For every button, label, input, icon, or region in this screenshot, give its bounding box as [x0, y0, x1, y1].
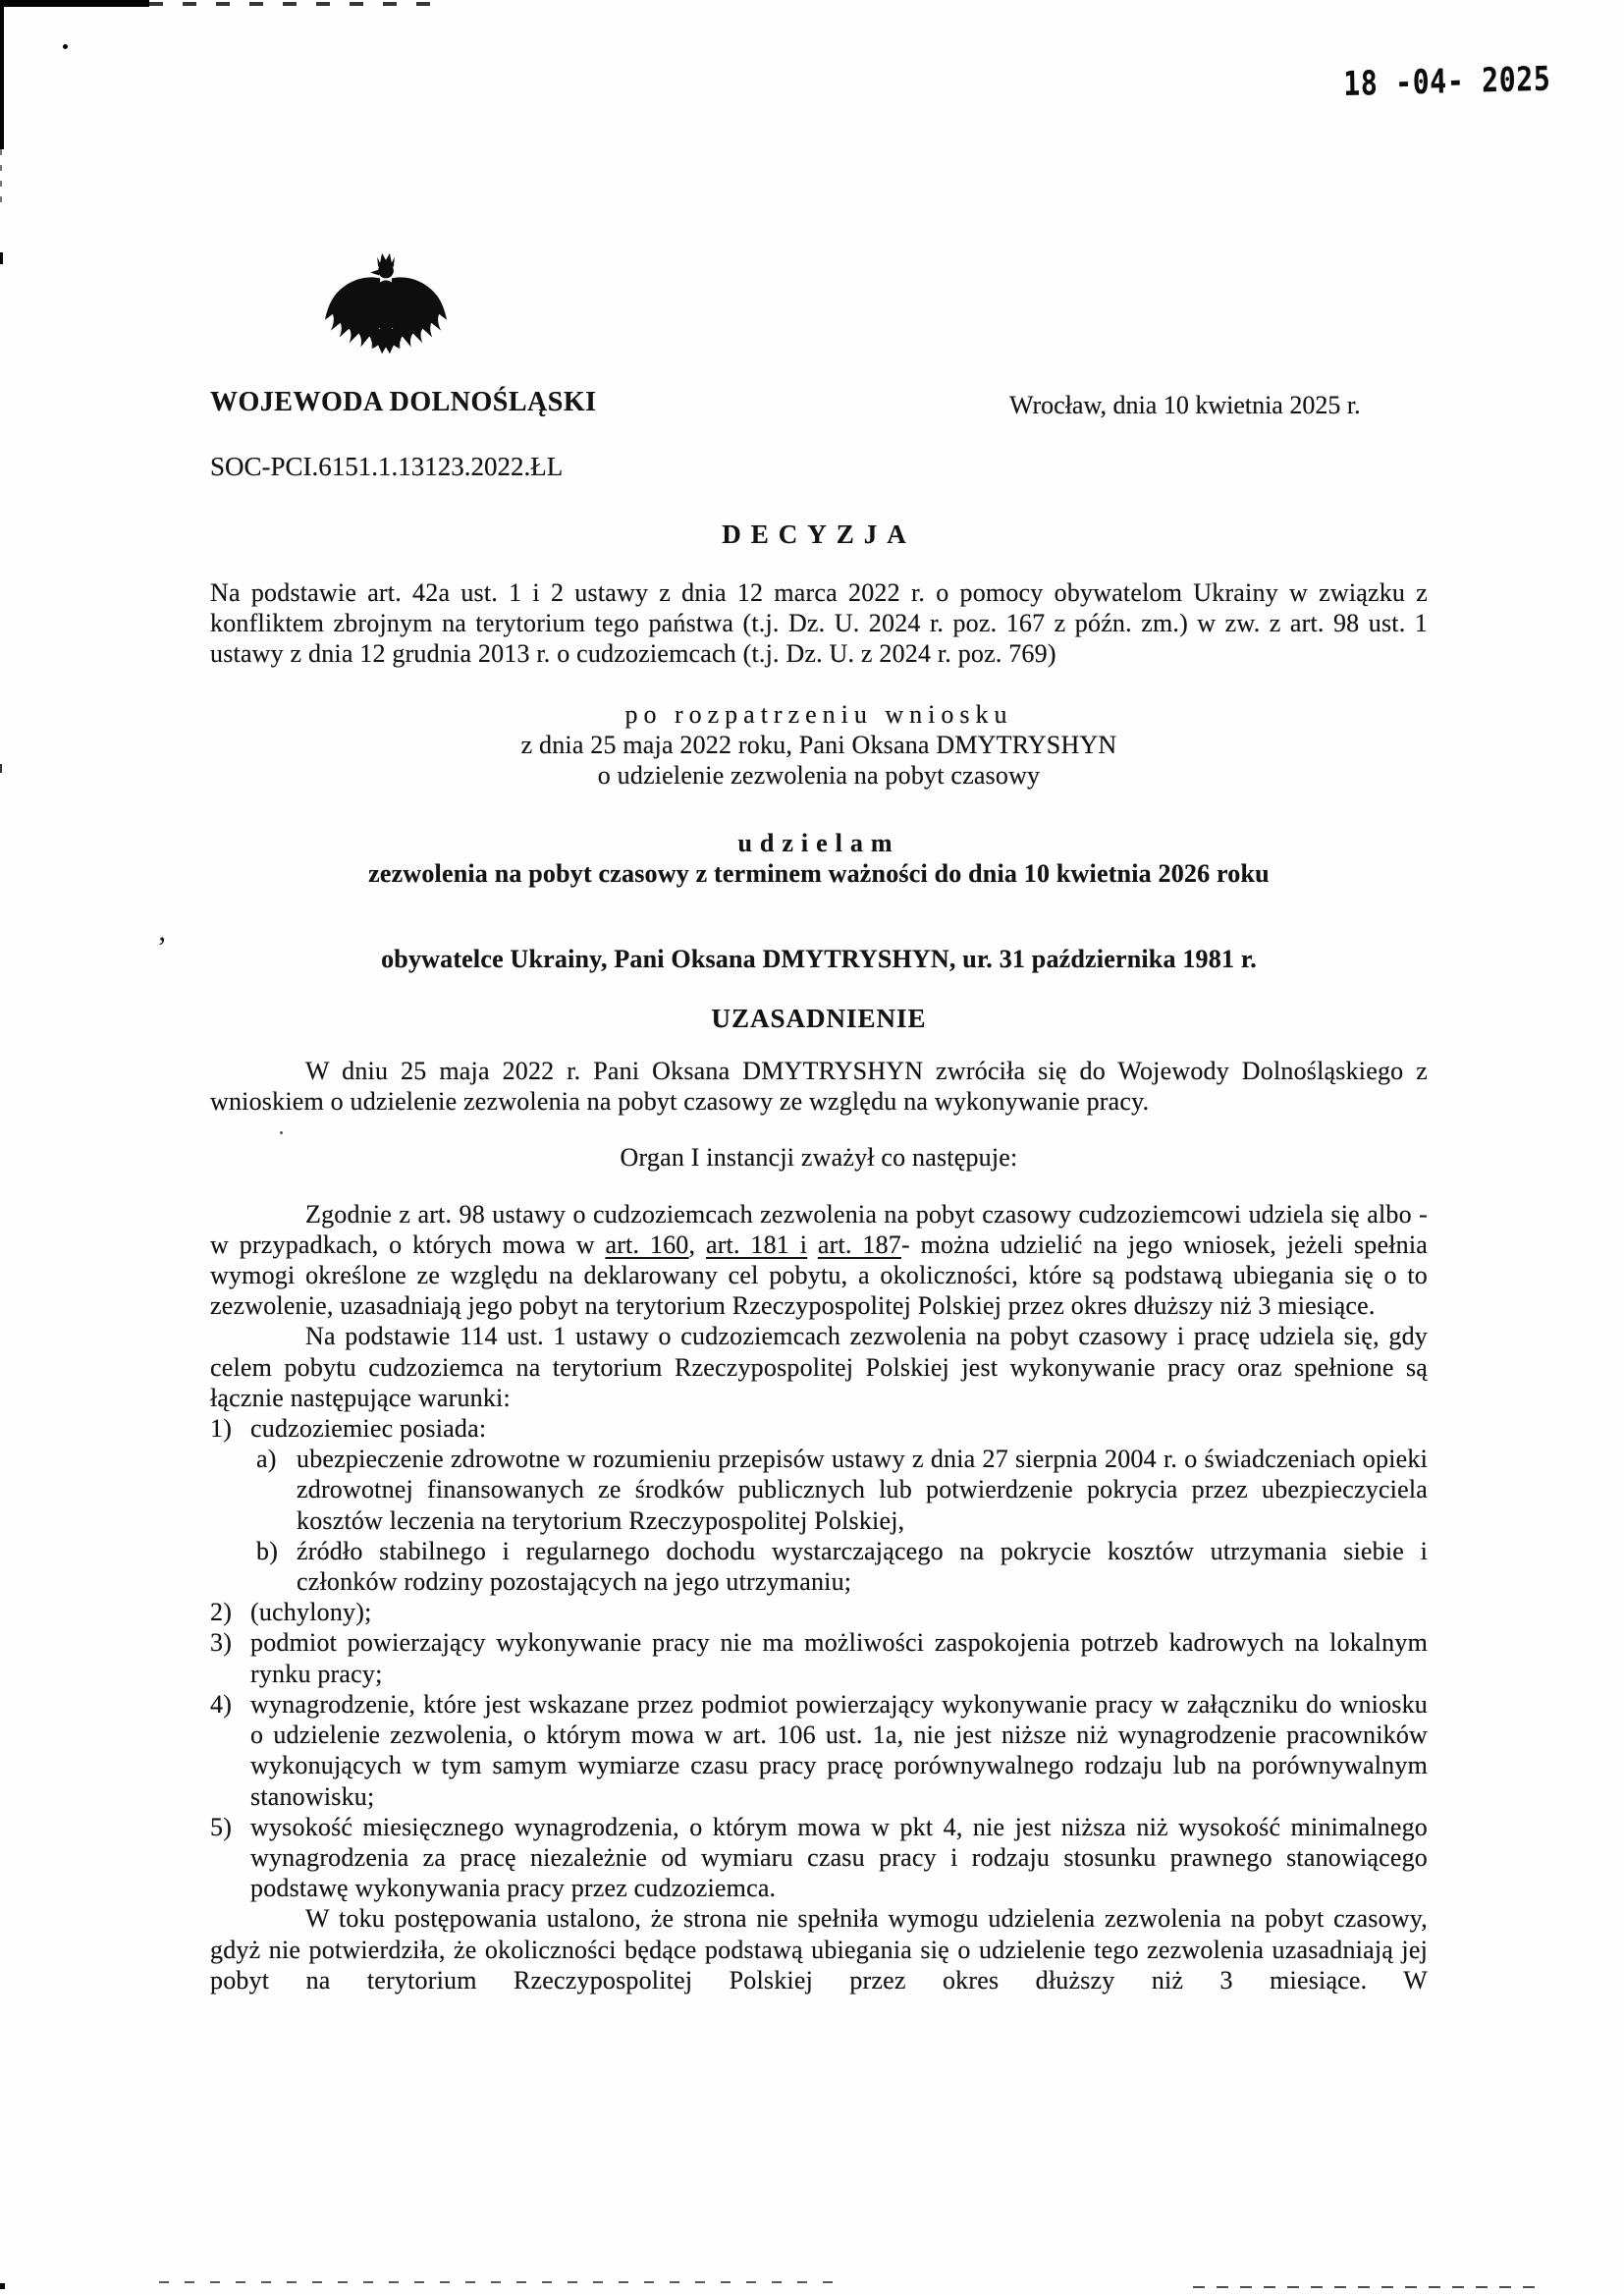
- condition-item-1: [210, 1413, 1428, 1444]
- ruling-block: [210, 828, 1428, 889]
- scan-artifact-top-bar: [0, 0, 149, 7]
- ruling-beneficiary: obywatelce Ukrainy, Pani Oksana DMYTRYSHYN, ur. 31 października 1981 r.: [381, 944, 1257, 973]
- received-date-stamp: 18 -04- 2025: [1343, 59, 1551, 104]
- consideration-line-3: o udzielenie zezwolenia na pobyt czasowy: [597, 761, 1041, 791]
- art98-pre: Zgodnie z art. 98 ustawy o cudzoziemcach zezwolenia na pobyt czasowy cudzoziemcowi udziela się albo - w przypadkach, o których mowa w: [210, 1199, 1428, 1259]
- decision-title: DECYZJA: [722, 519, 916, 549]
- condition-item-1a: [210, 1444, 1428, 1536]
- art98-paragraph: [210, 1199, 1428, 1322]
- art114-intro: Na podstawie 114 ust. 1 ustawy o cudzoziemcach zezwolenia na pobyt czasowy i pracę udziela się, gdy celem pobytu cudzoziemca na terytorium Rzeczypospolitej Polskiej jest wykonywanie pracy oraz spełnione są łącznie następujące warunki:: [210, 1322, 1428, 1412]
- art-181-reference: art. 181 i: [705, 1229, 808, 1259]
- condition-text: podmiot powierzający wykonywanie pracy nie ma możliwości zaspokojenia potrzeb kadrowych na lokalnym rynku pracy;: [250, 1628, 1428, 1688]
- scan-artifact-left-mark: [0, 252, 3, 264]
- condition-text: (uchylony);: [250, 1598, 372, 1627]
- condition-marker: a): [256, 1445, 277, 1474]
- justification-intro: W dniu 25 maja 2022 r. Pani Oksana DMYTRYSHYN zwróciła się do Wojewody Dolnośląskiego z wnioskiem o udzielenie zezwolenia na pobyt czasowy ze względu na wykonywanie pracy.: [210, 1057, 1428, 1117]
- organ-line: Organ I instancji zważył co następuje:: [620, 1143, 1018, 1173]
- condition-marker: 3): [210, 1628, 233, 1658]
- art98-post: - można udzielić na jego wniosek, jeżeli spełnia wymogi określone ze względu na deklarowany cel pobytu, a okoliczności, które są podstawą ubiegania się o to zezwolenie, uzasadniają jego pobyt na terytorium Rzeczypospolitej Polskiej przez okres dłuższy niż 3 miesiące.: [210, 1229, 1428, 1321]
- art-187-reference: art. 187: [817, 1229, 901, 1259]
- ruling-scope: zezwolenia na pobyt czasowy z terminem ważności do dnia 10 kwietnia 2026 roku: [368, 859, 1270, 889]
- finding-paragraph: W toku postępowania ustalono, że strona nie spełniła wymogu udzielenia zezwolenia na pobyt czasowy, gdyż nie potwierdziła, że okoliczności będące podstawą ubiegania się o udzielenie tego zezwolenia uzasadniają jej pobyt na terytorium Rzeczypospolitej Polskiej przez okres dłuższy niż 3 miesiące. W: [210, 1904, 1428, 1994]
- condition-item-3: [210, 1627, 1428, 1688]
- consideration-line-1: po rozpatrzeniu wniosku: [624, 699, 1013, 729]
- scan-artifact-left-strip: [0, 0, 4, 149]
- condition-marker: 4): [210, 1689, 233, 1719]
- condition-item-5: [210, 1812, 1428, 1904]
- decision-body: [210, 518, 1428, 1995]
- art-160-reference: art. 160: [605, 1229, 689, 1259]
- place-and-date: Wrocław, dnia 10 kwietnia 2025 r.: [1009, 391, 1361, 419]
- scan-artifact-left-mark-2: [0, 764, 2, 773]
- condition-text: wysokość miesięcznego wynagrodzenia, o którym mowa w pkt 4, nie jest niższa niż wysokość minimalnego wynagrodzenia za pracę niezależnie od wymiaru czasu pracy i rodzaju stosunku prawnego stanowiącego podstawę wykonywania pracy przez cudzoziemca.: [250, 1812, 1428, 1903]
- scan-artifact-left-strip-2: [0, 149, 2, 212]
- legal-basis-paragraph: Na podstawie art. 42a ust. 1 i 2 ustawy z dnia 12 marca 2022 r. o pomocy obywatelom Ukrainy w związku z konfliktem zbrojnym na terytorium tego państwa (t.j. Dz. U. 2024 r. poz. 167 z późn. zm.) w zw. z art. 98 ust. 1 ustawy z dnia 12 grudnia 2013 r. o cudzoziemcach (t.j. Dz. U. z 2024 r. poz. 769): [210, 578, 1428, 669]
- condition-marker: 2): [210, 1598, 233, 1627]
- condition-text: źródło stabilnego i regularnego dochodu wystarczającego na pokrycie kosztów utrzymania siebie i członków rodziny pozostających na jego utrzymaniu;: [297, 1536, 1428, 1597]
- case-number: SOC-PCI.6151.1.13123.2022.ŁL: [210, 452, 564, 481]
- condition-marker: b): [256, 1536, 279, 1565]
- condition-item-2: [210, 1597, 1428, 1627]
- condition-item-4: [210, 1689, 1428, 1812]
- scan-artifact-bottom-line: [159, 2281, 846, 2283]
- condition-text: wynagrodzenie, które jest wskazane przez podmiot powierzający wykonywanie pracy w załączniku do wniosku o udzielenie zezwolenia, o którym mowa w art. 106 ust. 1a, nie jest niższe niż wynagrodzenie pracowników wykonujących w tym samym wymiarze czasu pracy pracę porównywalnego rodzaju lub na porównywalnym stanowisku;: [250, 1689, 1428, 1811]
- scan-artifact-bottom-corner: [0, 2283, 5, 2289]
- polish-eagle-emblem: [322, 246, 450, 363]
- authority-name: WOJEWODA DOLNOŚLĄSKI: [210, 387, 597, 417]
- consideration-line-2: z dnia 25 maja 2022 roku, Pani Oksana DMYTRYSHYN: [520, 730, 1117, 759]
- conditions-list: [210, 1413, 1428, 1903]
- ruling-verb: udzielam: [737, 829, 900, 858]
- scan-artifact-dot: [63, 44, 68, 49]
- condition-text: ubezpieczenie zdrowotne w rozumieniu przepisów ustawy z dnia 27 sierpnia 2004 r. o świadczeniach opieki zdrowotnej finansowanych ze środków publicznych lub potwierdzenie pokrycia przez ubezpieczyciela kosztów leczenia na terytorium Rzeczypospolitej Polskiej,: [297, 1445, 1428, 1535]
- condition-marker: 1): [210, 1414, 233, 1444]
- condition-item-1b: [210, 1536, 1428, 1597]
- scan-artifact-bottom-line-2: [1193, 2286, 1537, 2288]
- scan-artifact-stray-mark: ’: [157, 931, 167, 963]
- scan-artifact-top-dashes: [149, 2, 436, 6]
- art98-sep1: ,: [688, 1229, 706, 1259]
- condition-marker: 5): [210, 1812, 233, 1841]
- art98-sep2: [807, 1230, 818, 1259]
- justification-heading: UZASADNIENIE: [711, 1003, 927, 1033]
- consideration-block: [210, 699, 1428, 792]
- condition-text: cudzoziemiec posiada:: [250, 1414, 487, 1444]
